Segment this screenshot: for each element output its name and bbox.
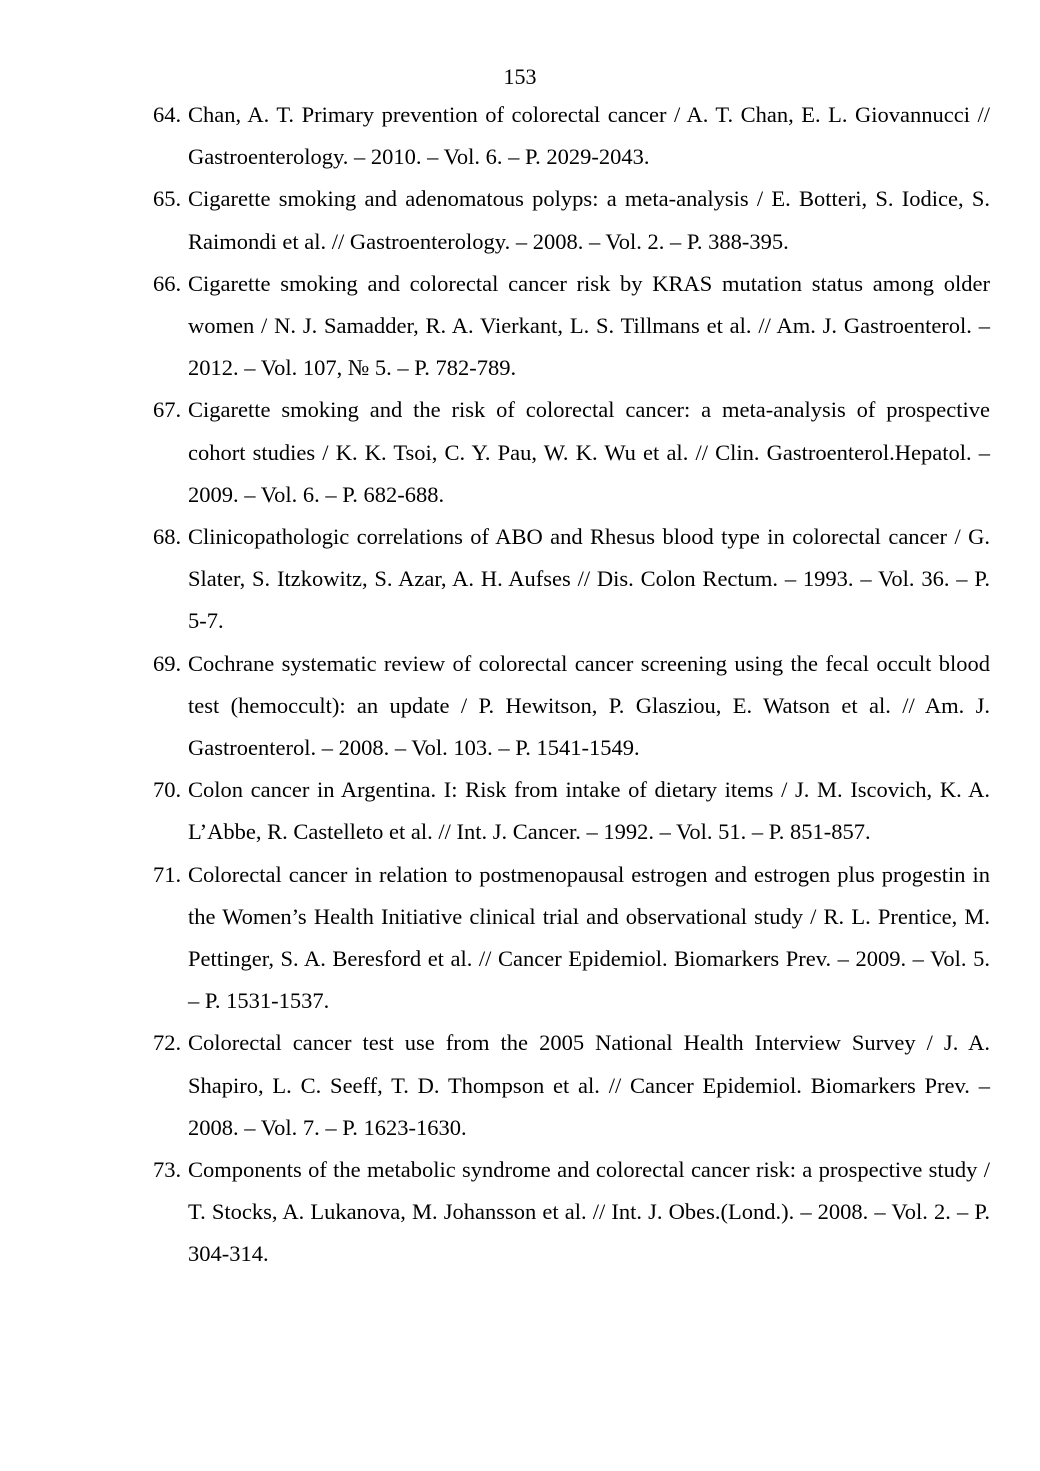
reference-number: 65.	[153, 186, 182, 212]
reference-item	[0, 94, 1040, 178]
reference-item	[0, 643, 1040, 770]
reference-item	[0, 1149, 1040, 1276]
reference-text: Components of the metabolic syndrome and colorectal cancer risk: a prospective study / T. Stocks, A. Lukanova, M. Johansson et al. // Int. J. Obes.(Lond.). – 2008. – Vol. 2. – P. 304-314.	[188, 1157, 990, 1267]
reference-number: 71.	[153, 861, 182, 887]
reference-list	[0, 94, 1040, 1276]
reference-item	[0, 769, 1040, 853]
reference-number: 64.	[153, 102, 182, 127]
reference-text: Cigarette smoking and the risk of colorectal cancer: a meta-analysis of prospective cohort studies / K. K. Tsoi, C. Y. Pau, W. K. Wu et al. // Clin. Gastroenterol.Hepatol. – 2009. – Vol. 6. – P. 682-688.	[188, 397, 990, 507]
reference-text: Cochrane systematic review of colorectal cancer screening using the fecal occult blood test (hemoccult): an update / P. Hewitson, P. Glasziou, E. Watson et al. // Am. J. Gastroenterol. – 2008. – Vol. 103. – P. 1541-1549.	[188, 650, 990, 761]
page-number: 153	[503, 64, 537, 89]
reference-text: Clinicopathologic correlations of ABO and Rhesus blood type in colorectal cancer / G. Slater, S. Itzkowitz, S. Azar, A. H. Aufses // Dis. Colon Rectum. – 1993. – Vol. 36. – P. 5-7.	[188, 524, 990, 634]
reference-number: 67.	[153, 397, 182, 423]
reference-text: Colon cancer in Argentina. I: Risk from intake of dietary items / J. M. Iscovich, K. A. L’Abbe, R. Castelleto et al. // Int. J. Cancer. – 1992. – Vol. 51. – P. 851-857.	[188, 777, 990, 845]
reference-text: Cigarette smoking and adenomatous polyps: a meta-analysis / E. Botteri, S. Iodice, S. Raimondi et al. // Gastroenterology. – 2008. – Vol. 2. – P. 388-395.	[188, 186, 990, 254]
reference-text: Colorectal cancer test use from the 2005 National Health Interview Survey / J. A. Shapiro, L. C. Seeff, T. D. Thompson et al. // Cancer Epidemiol. Biomarkers Prev. – 2008. – Vol. 7. – P. 1623-1630.	[188, 1030, 990, 1140]
reference-item	[0, 854, 1040, 1023]
reference-item	[0, 1022, 1040, 1149]
reference-text: Cigarette smoking and colorectal cancer risk by KRAS mutation status among older women / N. J. Samadder, R. A. Vierkant, L. S. Tillmans et al. // Am. J. Gastroenterol. – 2012. – Vol. 107, № 5. – P. 782-789.	[188, 270, 990, 381]
reference-number: 70.	[153, 777, 182, 803]
reference-item	[0, 516, 1040, 643]
reference-text: Colorectal cancer in relation to postmenopausal estrogen and estrogen plus progestin in the Women’s Health Initiative clinical trial and observational study / R. L. Prentice, M. Pettinger, S. A. Beresford et al. // Cancer Epidemiol. Biomarkers Prev. – 2009. – Vol. 5. – P. 1531-1537.	[188, 861, 990, 1014]
reference-item	[0, 263, 1040, 390]
reference-item	[0, 178, 1040, 262]
reference-text: Chan, A. T. Primary prevention of colorectal cancer / A. T. Chan, E. L. Giovannucci // Gastroenterology. – 2010. – Vol. 6. – P. 2029-2043.	[188, 102, 990, 170]
reference-number: 73.	[153, 1157, 182, 1183]
reference-number: 68.	[153, 524, 182, 550]
reference-number: 69.	[153, 650, 182, 676]
reference-item	[0, 389, 1040, 516]
reference-number: 66.	[153, 270, 182, 296]
reference-number: 72.	[153, 1030, 182, 1056]
